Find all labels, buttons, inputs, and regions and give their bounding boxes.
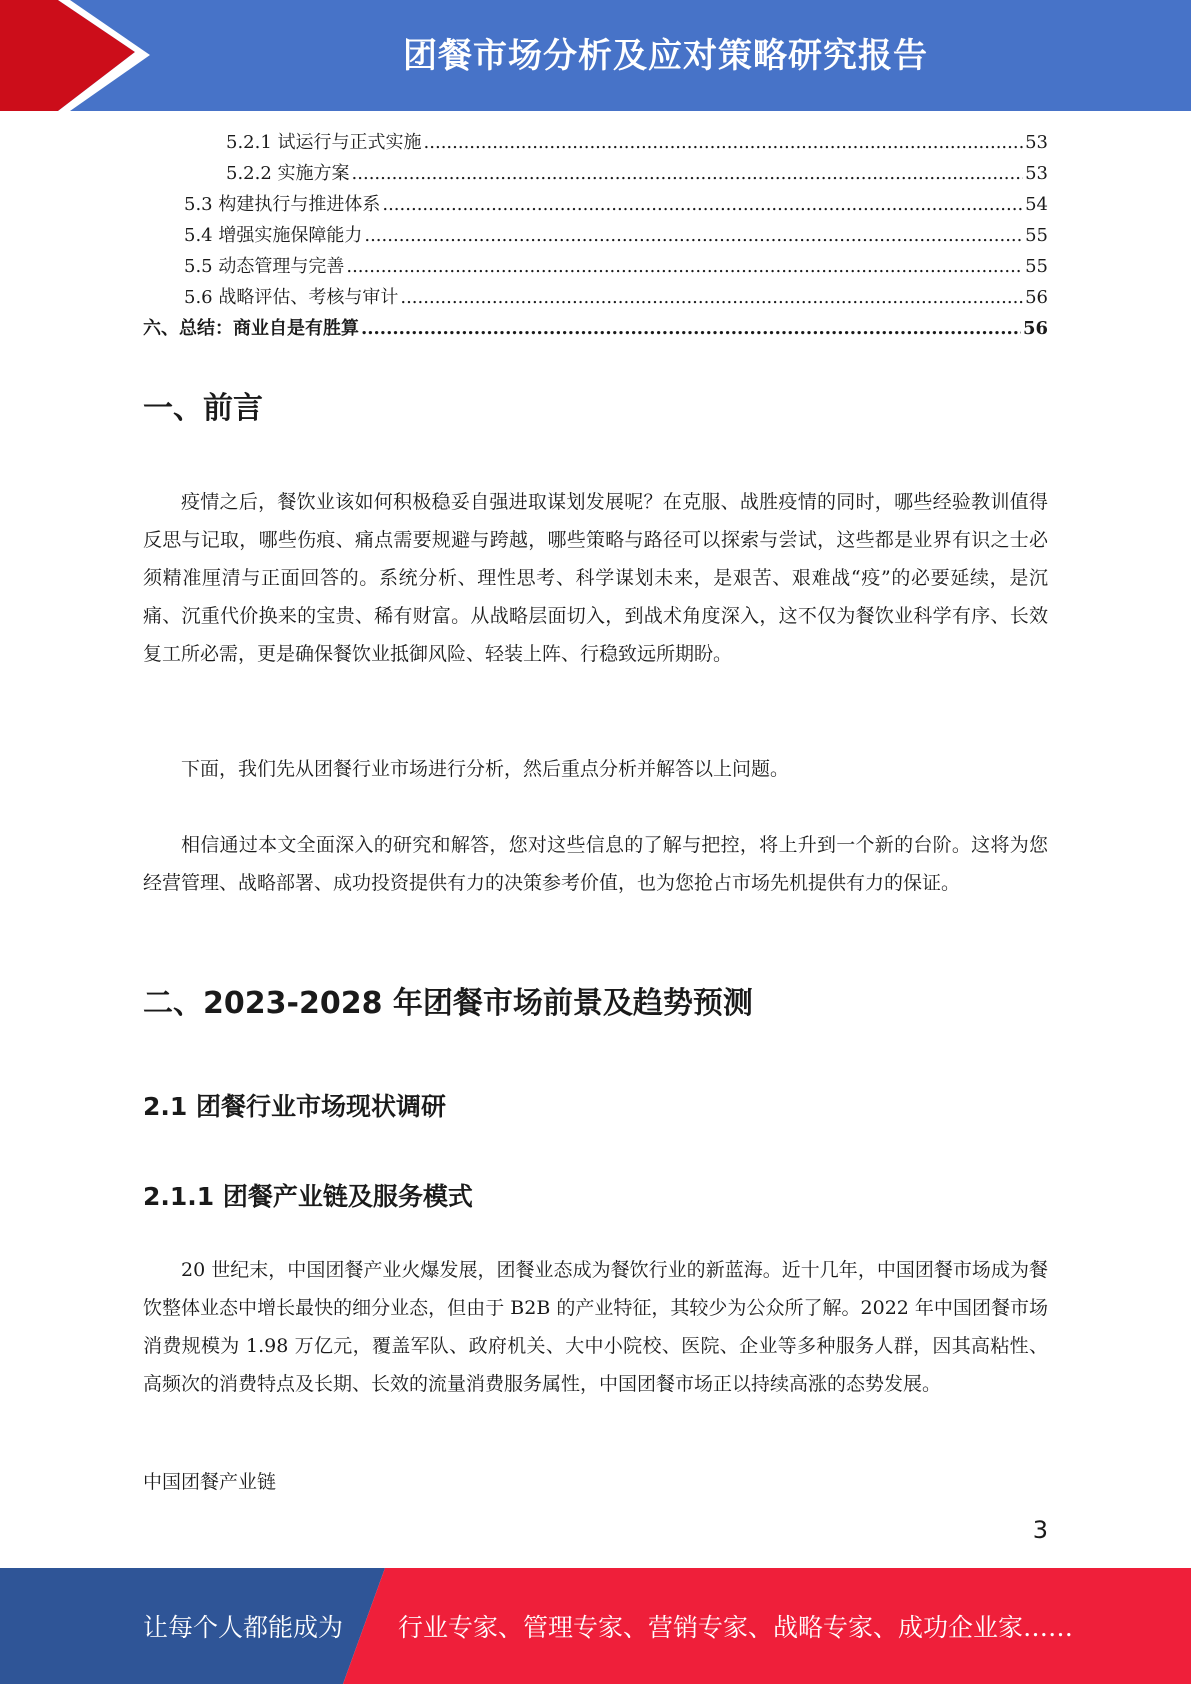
toc-entry-label: 5.5 动态管理与完善	[184, 256, 345, 277]
footer-slogan-left: 让每个人都能成为	[143, 1613, 344, 1642]
paragraph: 下面，我们先从团餐行业市场进行分析，然后重点分析并解答以上问题。	[181, 758, 790, 780]
paragraph: 相信通过本文全面深入的研究和解答，您对这些信息的了解与把控，将上升到一个新的台阶。这将为您经营管理、战略部署、成功投资提供有力的决策参考价值，也为您抢占市场先机提供有力的保证。	[143, 834, 1048, 894]
toc-entry-label: 六、总结：商业自是有胜算	[143, 318, 359, 339]
subsection-heading: 2.1 团餐行业市场现状调研	[143, 1092, 446, 1121]
toc-entry-page: 54	[1025, 194, 1048, 215]
subsubsection-heading: 2.1.1 团餐产业链及服务模式	[143, 1182, 473, 1211]
toc-entry-label: 5.6 战略评估、考核与审计	[184, 287, 399, 308]
toc-leader-dots	[361, 313, 1021, 344]
toc-leader-dots	[400, 282, 1023, 313]
toc-entry-page: 55	[1025, 225, 1048, 246]
toc-entry-page: 56	[1022, 318, 1048, 339]
toc-entry[interactable]	[143, 282, 1048, 313]
toc-entry[interactable]	[143, 251, 1048, 282]
figure-caption: 中国团餐产业链	[143, 1471, 277, 1493]
toc-leader-dots	[382, 189, 1023, 220]
toc-entry-label: 5.4 增强实施保障能力	[184, 225, 363, 246]
page-number: 3	[1032, 1516, 1048, 1544]
toc-entry-page: 56	[1025, 287, 1048, 308]
header-arrow-decoration	[0, 0, 160, 111]
section-heading-forecast: 二、2023-2028 年团餐市场前景及趋势预测	[143, 986, 753, 1021]
table-of-contents	[143, 127, 1048, 344]
toc-entry[interactable]	[143, 313, 1048, 344]
toc-entry[interactable]	[143, 220, 1048, 251]
toc-leader-dots	[352, 158, 1024, 189]
toc-entry-page: 53	[1025, 163, 1048, 184]
toc-leader-dots	[346, 251, 1023, 282]
toc-entry[interactable]	[143, 189, 1048, 220]
page-header	[0, 0, 1191, 111]
toc-entry-page: 55	[1025, 256, 1048, 277]
toc-entry[interactable]	[143, 158, 1048, 189]
report-title: 团餐市场分析及应对策略研究报告	[403, 36, 928, 76]
toc-entry-label: 5.3 构建执行与推进体系	[184, 194, 381, 215]
toc-entry[interactable]	[143, 127, 1048, 158]
paragraph: 疫情之后，餐饮业该如何积极稳妥自强进取谋划发展呢？在克服、战胜疫情的同时，哪些经验教训值得反思与记取，哪些伤痕、痛点需要规避与跨越，哪些策略与路径可以探索与尝试，这些都是业界有识之士必须精准厘清与正面回答的。系统分析、理性思考、科学谋划未来，是艰苦、艰难战“疫”的必要延续，是沉痛、沉重代价换来的宝贵、稀有财富。从战略层面切入，到战术角度深入，这不仅为餐饮业科学有序、长效复工所必需，更是确保餐饮业抵御风险、轻装上阵、行稳致远所期盼。	[143, 491, 1048, 665]
footer-slogan-right: 行业专家、管理专家、营销专家、战略专家、成功企业家……	[398, 1613, 1074, 1642]
toc-leader-dots	[424, 127, 1024, 158]
toc-leader-dots	[364, 220, 1023, 251]
page-footer	[0, 1568, 1191, 1684]
toc-entry-label: 5.2.1 试运行与正式实施	[226, 132, 422, 153]
toc-entry-page: 53	[1025, 132, 1048, 153]
toc-entry-label: 5.2.2 实施方案	[226, 163, 350, 184]
section-heading-preface: 一、前言	[143, 391, 263, 426]
paragraph: 20 世纪末，中国团餐产业火爆发展，团餐业态成为餐饮行业的新蓝海。近十几年，中国团餐市场成为餐饮整体业态中增长最快的细分业态，但由于 B2B 的产业特征，其较少为公众所了解。2022 年中国团餐市场消费规模为 1.98 万亿元，覆盖军队、政府机关、大中小院校、医院、企业等多种服务人群，因其高粘性、高频次的消费特点及长期、长效的流量消费服务属性，中国团餐市场正以持续高涨的态势发展。	[143, 1259, 1048, 1395]
